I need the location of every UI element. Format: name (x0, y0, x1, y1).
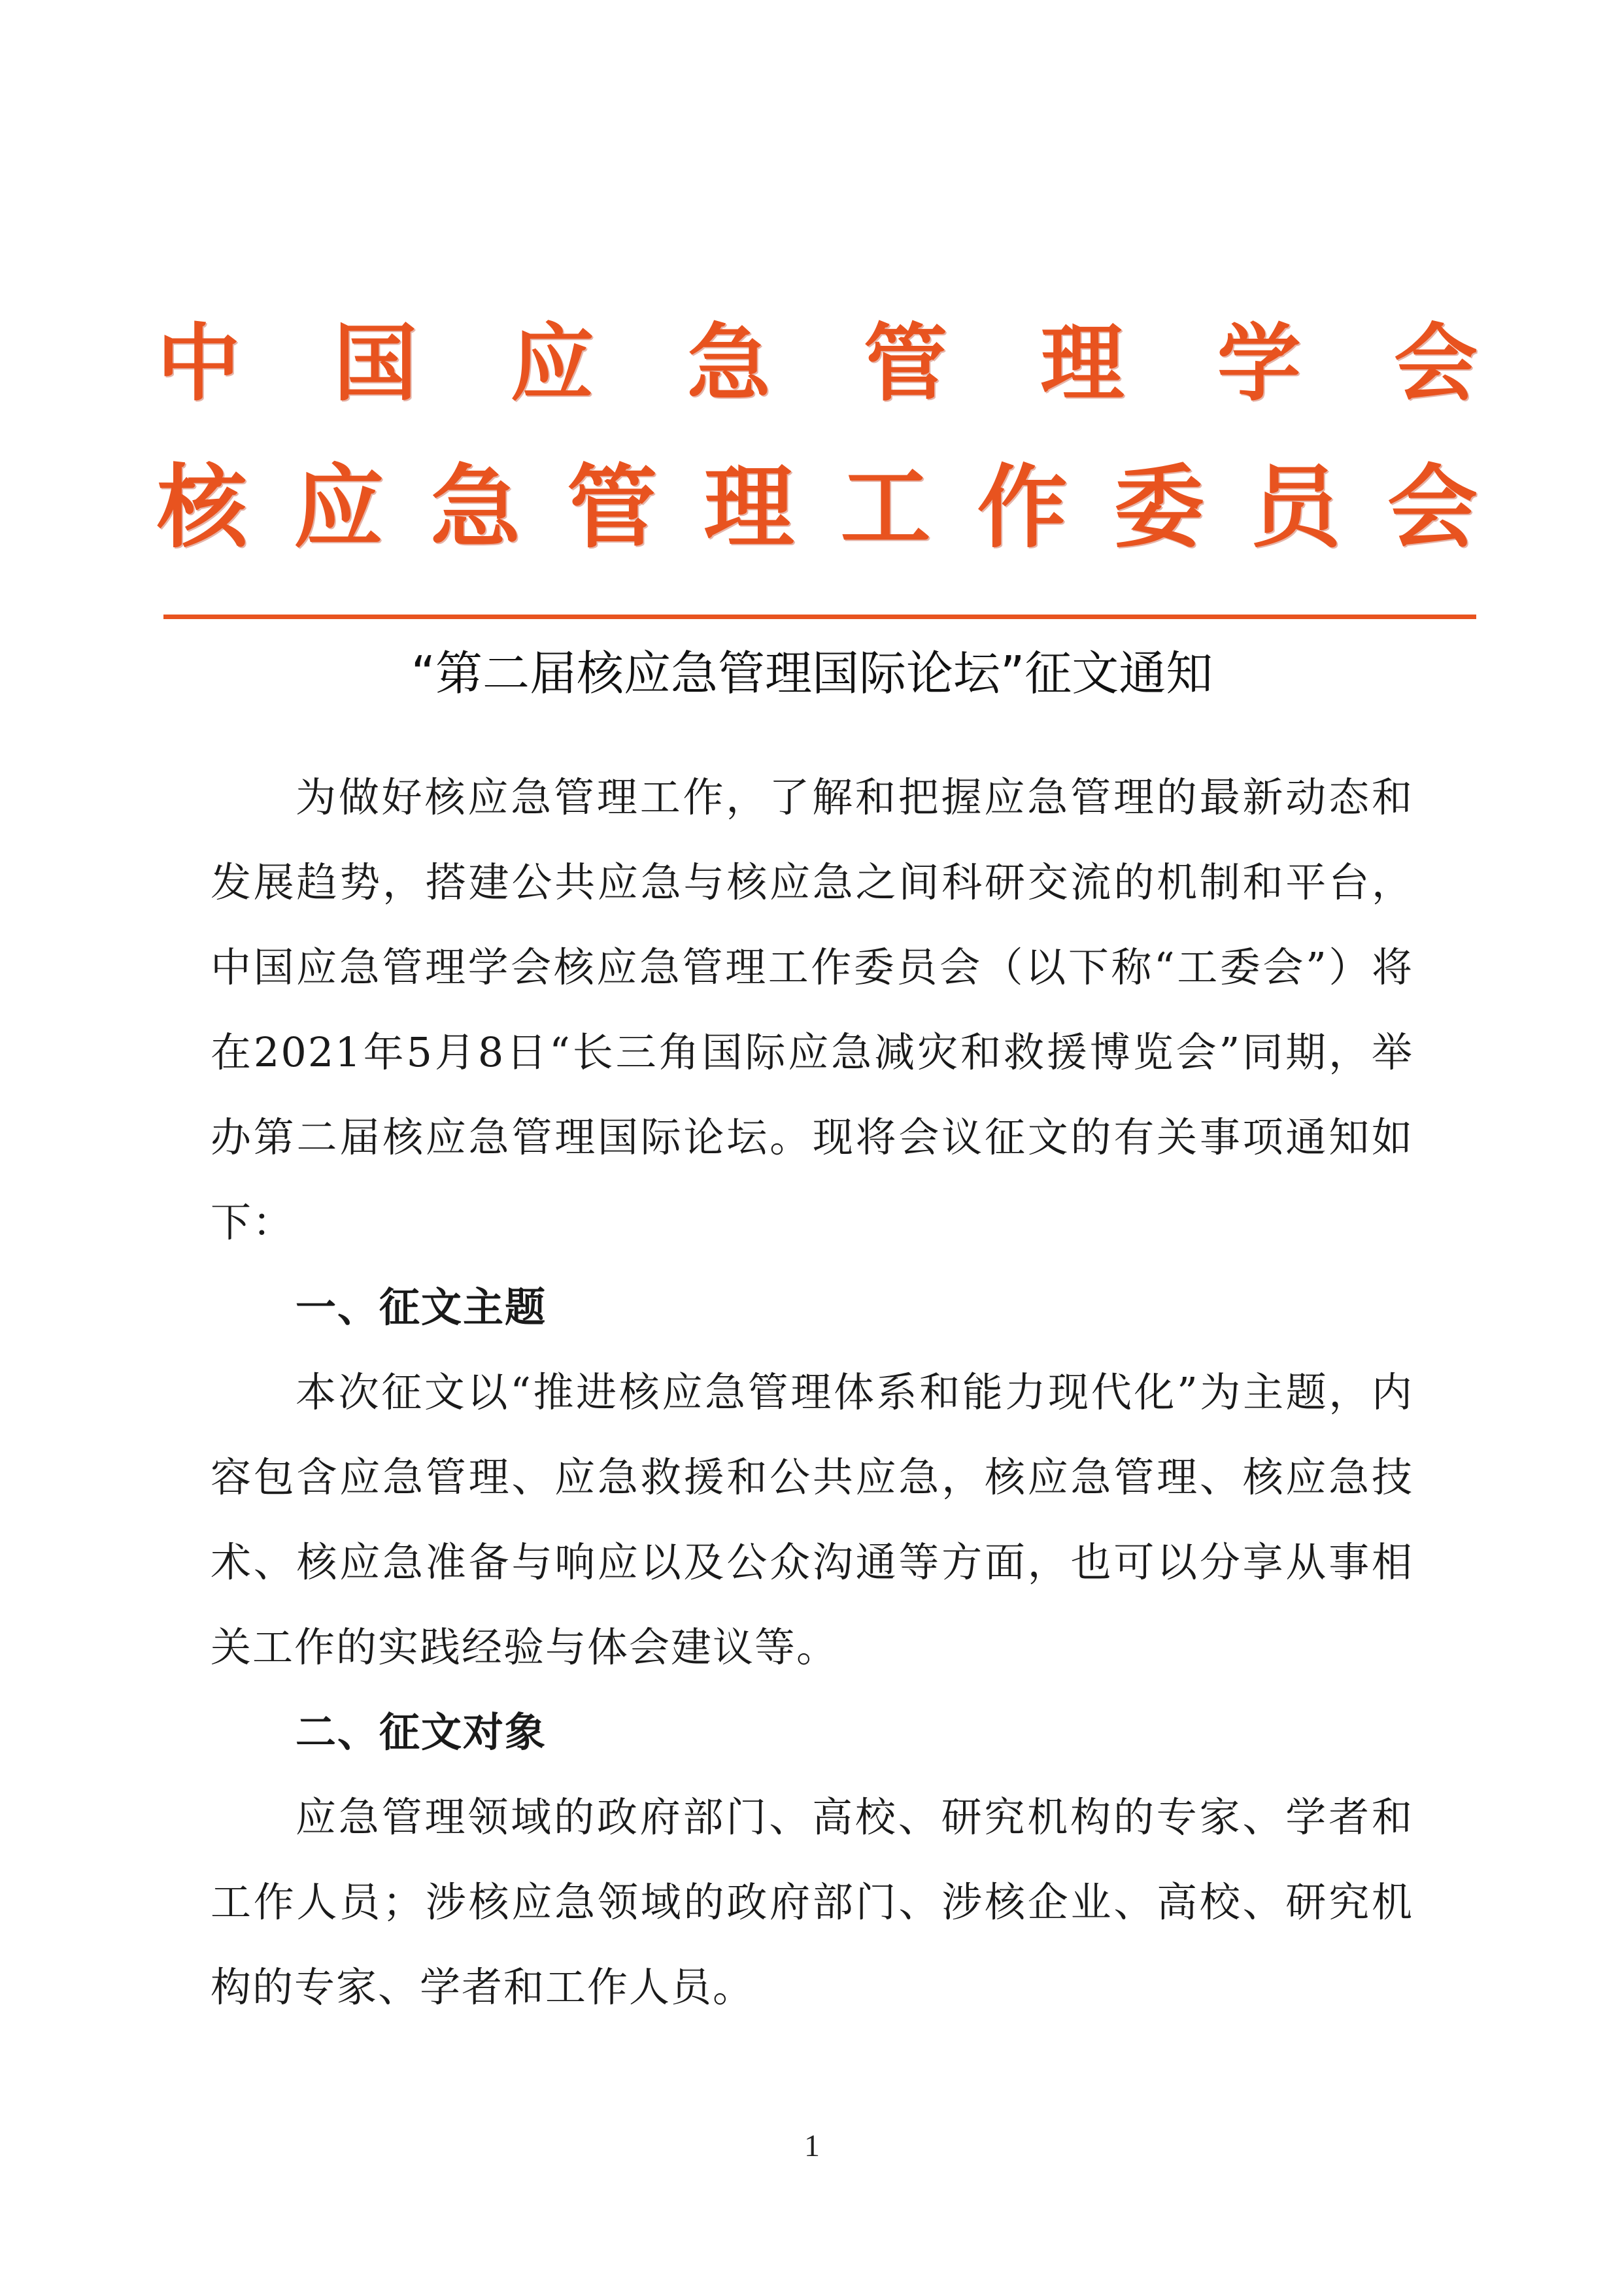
letterhead-divider (163, 615, 1476, 619)
letterhead-char: 学 (1217, 314, 1301, 413)
letterhead-char: 急 (686, 314, 771, 413)
letterhead-line-2 (157, 451, 1478, 560)
document-title: “第二届核应急管理国际论坛”征文通知 (411, 646, 1213, 701)
letterhead-char: 员 (1250, 454, 1341, 560)
section-1-heading: 一、征文主题 (296, 1283, 547, 1331)
letterhead-char: 委 (1113, 454, 1204, 560)
section-2-heading: 二、征文对象 (296, 1708, 547, 1756)
document-body (211, 755, 1413, 2030)
intro-paragraph: 为做好核应急管理工作，了解和把握应急管理的最新动态和发展趋势，搭建公共应急与核应急之间科研交流的机制和平台，中国应急管理学会核应急管理工作委员会（以下称“工委会”）将在2021年5月8日“长三角国际应急减灾和救援博览会”同期，举办第二届核应急管理国际论坛。现将会议征文的有关事项通知如下： (211, 773, 1413, 1246)
letterhead-char: 管 (567, 454, 658, 560)
letterhead-line-1 (157, 311, 1478, 413)
letterhead-char: 中 (157, 314, 241, 413)
page-number: 1 (804, 2129, 820, 2163)
letterhead-char: 应 (294, 454, 384, 560)
letterhead-char: 应 (510, 314, 594, 413)
letterhead-char: 会 (1387, 454, 1478, 560)
section-1-paragraph: 本次征文以“推进核应急管理体系和能力现代化”为主题，内容包含应急管理、应急救援和公共应急，核应急管理、核应急技术、核应急准备与响应以及公众沟通等方面，也可以分享从事相关工作的实践经验与体会建议等。 (211, 1368, 1413, 1671)
letterhead-char: 理 (1040, 314, 1125, 413)
letterhead-char: 国 (333, 314, 418, 413)
section-2-paragraph: 应急管理领域的政府部门、高校、研究机构的专家、学者和工作人员；涉核应急领域的政府部门、涉核企业、高校、研究机构的专家、学者和工作人员。 (211, 1793, 1413, 2011)
letterhead-char: 管 (864, 314, 948, 413)
letterhead-char: 作 (977, 454, 1068, 560)
letterhead-char: 会 (1393, 314, 1478, 413)
letterhead-char: 核 (157, 454, 248, 560)
letterhead-char: 急 (430, 454, 521, 560)
letterhead-char: 工 (840, 454, 931, 560)
letterhead-char: 理 (703, 454, 794, 560)
